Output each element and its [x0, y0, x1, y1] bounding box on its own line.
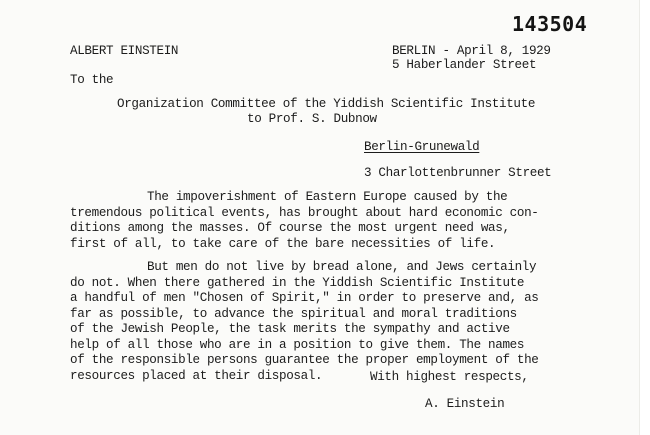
paragraph-1 [70, 190, 539, 252]
closing: With highest respects, [370, 370, 529, 384]
paragraph-1-line: tremendous political events, has brought about hard economic con- [70, 205, 539, 220]
paragraph-2-line: of the responsible persons guarantee the proper employment of the [70, 353, 539, 367]
page-edge [639, 0, 650, 435]
paragraph-2-line: a handful of men "Chosen of Spirit," in order to preserve and, as [70, 291, 539, 305]
paragraph-2-line: far as possible, to advance the spiritual and moral traditions [70, 306, 517, 321]
paragraph-2 [70, 260, 539, 384]
place-date: BERLIN - April 8, 1929 [392, 44, 551, 58]
paragraph-1-line: ditions among the masses. Of course the most urgent need was, [70, 221, 510, 235]
sender-name: ALBERT EINSTEIN [70, 44, 179, 58]
signature: A. Einstein [425, 397, 505, 411]
recipient-line-1: Organization Committee of the Yiddish Scientific Institute [117, 97, 536, 111]
paragraph-2-line: help of all those who are in a position to give them. The names [70, 337, 525, 352]
paragraph-2-line: resources placed at their disposal. [70, 368, 323, 383]
sender-address: 5 Haberlander Street [392, 58, 537, 72]
recipient-line-2: to Prof. S. Dubnow [247, 112, 377, 126]
recipient-street: 3 Charlottenbrunner Street [364, 166, 552, 180]
paragraph-2-line: do not. When there gathered in the Yiddish Scientific Institute [70, 275, 525, 290]
paragraph-2-line: of the Jewish People, the task merits the sympathy and active [70, 322, 510, 336]
salutation-to: To the [70, 73, 114, 87]
paragraph-1-line: first of all, to take care of the bare necessities of life. [70, 236, 496, 251]
paragraph-1-line: The impoverishment of Eastern Europe caused by the [147, 190, 508, 204]
recipient-city: Berlin-Grunewald [364, 140, 480, 154]
document-number: 143504 [512, 12, 588, 36]
paragraph-2-line: But men do not live by bread alone, and Jews certainly [147, 260, 537, 274]
